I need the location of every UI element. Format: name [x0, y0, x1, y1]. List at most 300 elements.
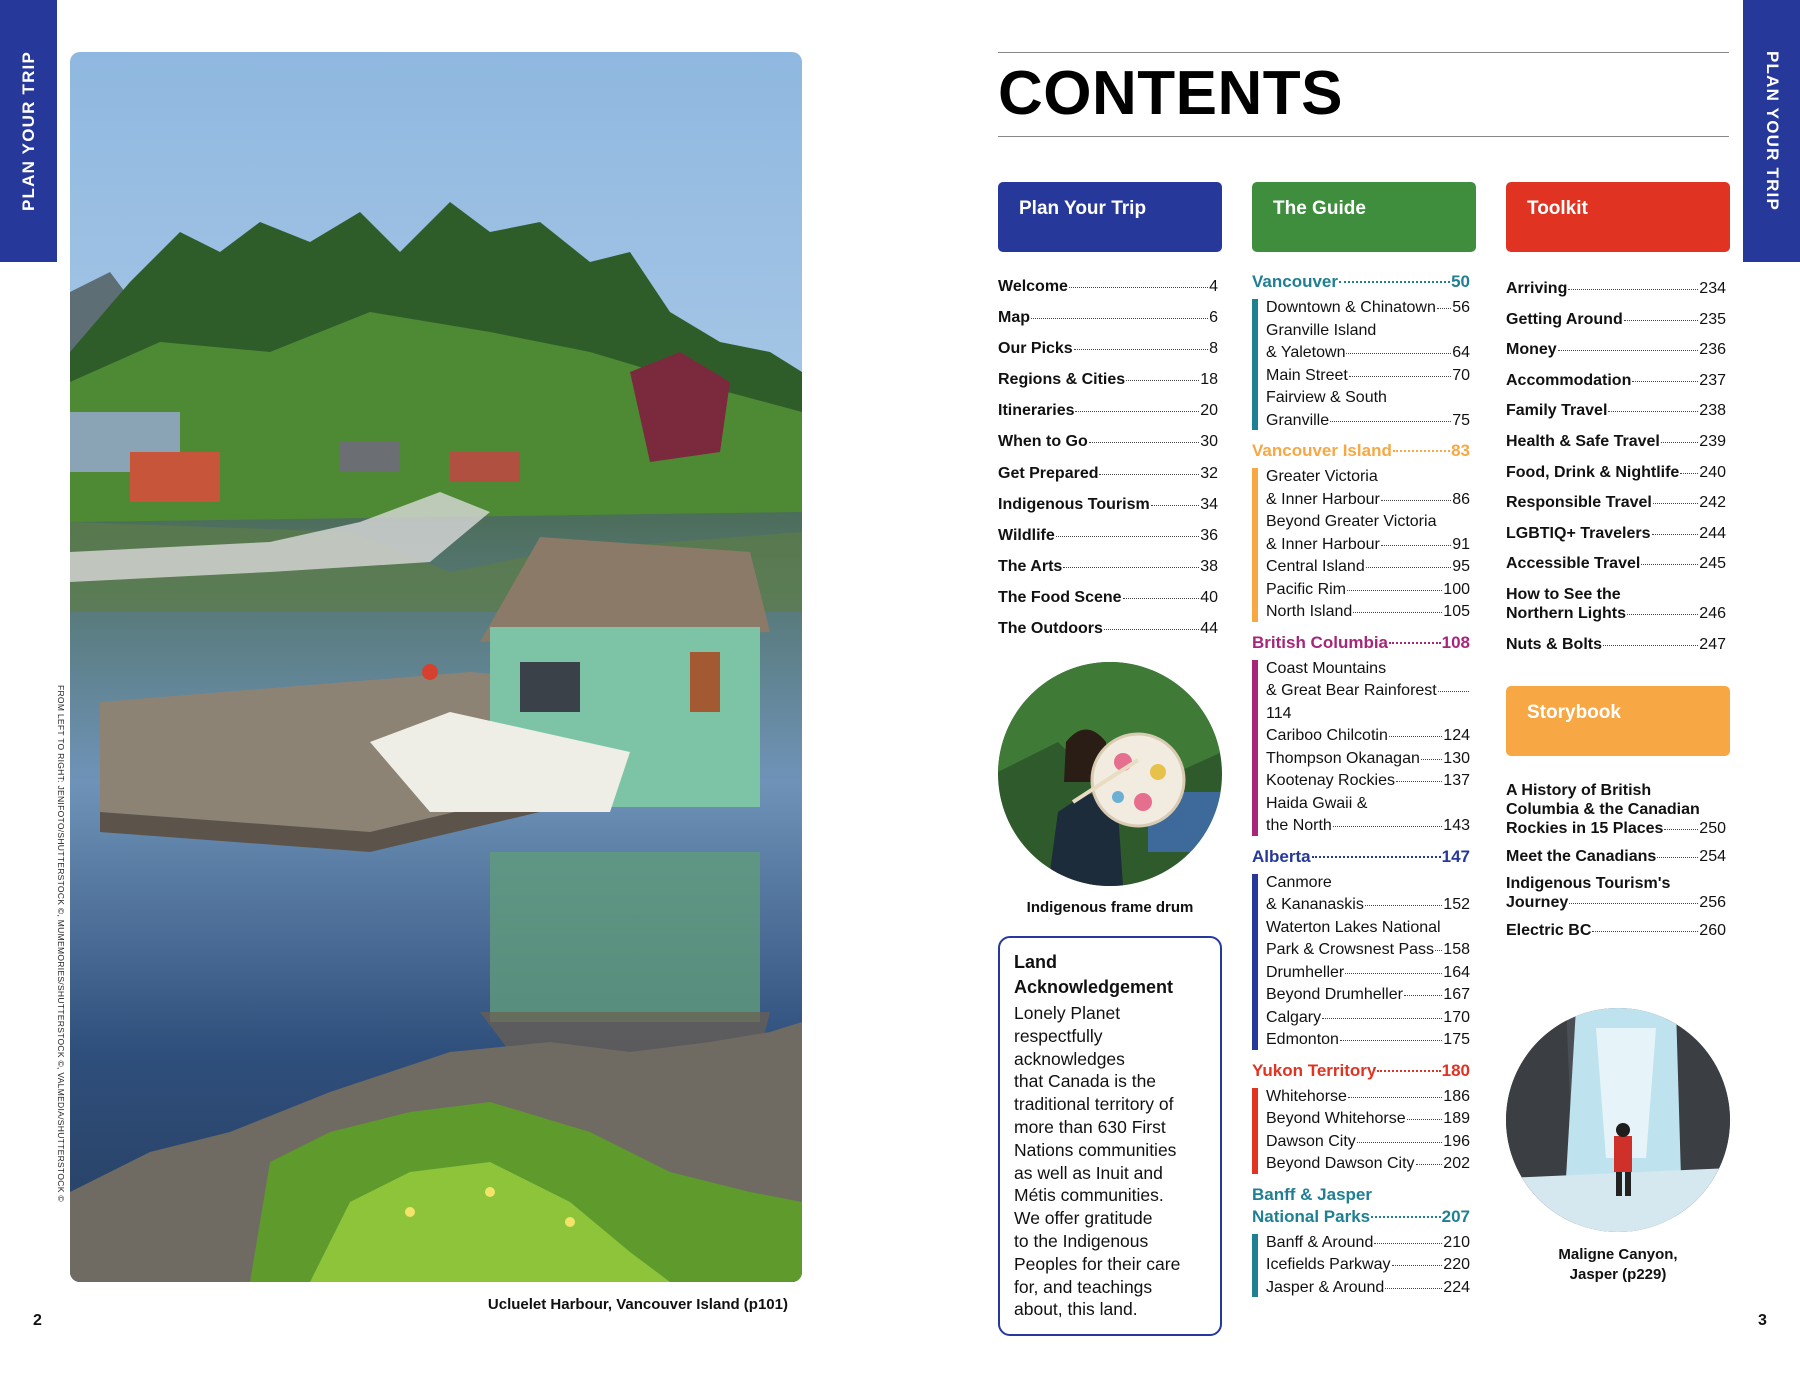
leader-dots: [1653, 503, 1698, 504]
guide-region-heading[interactable]: [1252, 440, 1470, 462]
toc-entry-label: When to Go: [998, 433, 1088, 451]
subsection-label-line: Haida Gwaii &: [1266, 794, 1368, 812]
toc-entry-page: 236: [1699, 341, 1726, 359]
region-page: 50: [1451, 272, 1470, 291]
toc-entry[interactable]: [1506, 585, 1726, 623]
toc-entry-page: 8: [1209, 340, 1218, 358]
toolkit-header[interactable]: Toolkit: [1506, 182, 1730, 252]
toc-entry-page: 239: [1699, 432, 1726, 450]
land-ack-title: Land Acknowledgement: [1014, 952, 1174, 997]
subsection-label: Pacific Rim: [1266, 580, 1347, 598]
toc-entry-label: Accessible Travel: [1506, 555, 1641, 573]
leader-dots: [1381, 545, 1451, 546]
toc-entry-label-line: Indigenous Tourism's: [1506, 875, 1671, 892]
leader-dots: [1104, 629, 1199, 630]
subsection-label: Icefields Parkway: [1266, 1256, 1391, 1273]
toc-entry[interactable]: [1506, 781, 1726, 838]
subsection-page: 143: [1443, 817, 1470, 834]
toc-entry-page: 38: [1200, 557, 1218, 575]
region-name: National Parks: [1252, 1206, 1371, 1226]
leader-dots: [1340, 1040, 1442, 1041]
guide-subsection[interactable]: [1266, 962, 1470, 985]
toc-entry-label: Wildlife: [998, 526, 1055, 544]
toc-entry[interactable]: [998, 277, 1218, 296]
guide-subsection[interactable]: [1266, 748, 1470, 771]
subsection-page: 105: [1443, 603, 1470, 620]
subsection-label-line: Fairview & South: [1266, 389, 1387, 406]
guide-subsection[interactable]: [1266, 320, 1470, 365]
guide-subsection[interactable]: [1266, 725, 1470, 748]
toc-entry-label: Accommodation: [1506, 371, 1632, 389]
guide-region: [1252, 846, 1470, 1052]
land-ack-line: We offer gratitude: [1014, 1208, 1153, 1229]
toc-entry-page: 32: [1200, 464, 1218, 482]
land-acknowledgement-box: [998, 936, 1222, 1336]
guide-subsection[interactable]: [1266, 658, 1470, 726]
guide-region-heading[interactable]: [1252, 1184, 1470, 1228]
toc-entry-label: Money: [1506, 341, 1557, 359]
toc-entry-label: Rockies in 15 Places: [1506, 820, 1664, 837]
leader-dots: [1371, 1216, 1441, 1218]
toc-entry-page: 40: [1200, 588, 1218, 606]
toc-entry-page: 254: [1699, 847, 1726, 865]
subsection-label: Whitehorse: [1266, 1087, 1347, 1105]
toc-entry[interactable]: [998, 495, 1218, 514]
leader-dots: [1339, 281, 1450, 283]
toc-entry[interactable]: [998, 370, 1218, 389]
guide-subsection[interactable]: [1266, 1029, 1470, 1052]
leader-dots: [1333, 826, 1442, 827]
toc-entry-label: Responsible Travel: [1506, 494, 1652, 512]
region-color-bar: [1252, 1234, 1258, 1298]
toc-entry-page: 246: [1699, 604, 1726, 622]
leader-dots: [1657, 857, 1698, 858]
guide-subsection[interactable]: [1266, 387, 1470, 432]
toc-entry[interactable]: [1506, 524, 1726, 543]
toc-entry[interactable]: [1506, 463, 1726, 482]
guide-subsection[interactable]: [1266, 793, 1470, 838]
toc-entry-page: 238: [1699, 402, 1726, 420]
frame-drum-caption: Indigenous frame drum: [1026, 899, 1194, 916]
toc-entry-label: Nuts & Bolts: [1506, 635, 1602, 653]
toc-entry-label: Arriving: [1506, 280, 1568, 297]
toc-entry[interactable]: [1506, 279, 1726, 298]
subsection-label: Downtown & Chinatown: [1266, 299, 1436, 316]
subsection-label: Park & Crowsnest Pass: [1266, 941, 1435, 958]
plan-your-trip-list: [998, 277, 1218, 650]
subsection-label: Dawson City: [1266, 1132, 1356, 1150]
leader-dots: [1592, 931, 1698, 932]
toc-entry[interactable]: [998, 526, 1218, 545]
the-guide-list: [1252, 271, 1470, 1307]
guide-subsection[interactable]: [1266, 297, 1470, 320]
toc-entry-page: 18: [1200, 371, 1218, 389]
toc-entry-label: Get Prepared: [998, 464, 1099, 482]
subsection-page: 170: [1443, 1008, 1470, 1026]
subsection-page: 175: [1443, 1031, 1470, 1048]
region-name: Vancouver Island: [1252, 441, 1392, 460]
subsection-page: 196: [1443, 1132, 1470, 1150]
toc-entry-page: 245: [1699, 555, 1726, 573]
guide-region: [1252, 632, 1470, 838]
frame-drum-photo: [998, 662, 1222, 886]
toc-entry-page: 30: [1200, 433, 1218, 451]
leader-dots: [1664, 829, 1698, 830]
region-color-bar: [1252, 1088, 1258, 1174]
guide-subsection[interactable]: [1266, 511, 1470, 556]
subsection-page: 152: [1443, 896, 1470, 913]
subsection-label: Kootenay Rockies: [1266, 772, 1395, 789]
toc-entry-page: 256: [1699, 894, 1726, 911]
land-ack-line: traditional territory of: [1014, 1094, 1174, 1115]
leader-dots: [1392, 1265, 1443, 1266]
toc-entry[interactable]: [1506, 340, 1726, 359]
subsection-page: 210: [1443, 1233, 1470, 1251]
toc-entry-label: Northern Lights: [1506, 604, 1626, 622]
toc-entry-label: Regions & Cities: [998, 371, 1126, 389]
leader-dots: [1089, 442, 1199, 443]
guide-subsection[interactable]: [1266, 1254, 1470, 1277]
leader-dots: [1389, 642, 1441, 644]
leader-dots: [1381, 500, 1451, 501]
subsection-label: Central Island: [1266, 558, 1365, 575]
subsection-page: 114: [1266, 704, 1292, 722]
toc-entry-page: 34: [1200, 495, 1218, 513]
toc-entry-label: Food, Drink & Nightlife: [1506, 463, 1680, 481]
region-color-bar: [1252, 468, 1258, 622]
land-ack-line: for, and teachings: [1014, 1276, 1153, 1297]
land-ack-text: [1014, 1002, 1206, 1321]
leader-dots: [1346, 353, 1451, 354]
toc-entry-label: The Outdoors: [998, 620, 1103, 638]
harbour-photo-caption: Ucluelet Harbour, Vancouver Island (p101): [487, 1296, 788, 1313]
subsection-label: Granville: [1266, 411, 1330, 429]
leader-dots: [1680, 473, 1698, 474]
side-tab-label: PLAN YOUR TRIP: [1762, 50, 1782, 212]
region-page: 83: [1451, 441, 1470, 460]
subsection-label: Thompson Okanagan: [1266, 749, 1420, 767]
subsection-label: & Inner Harbour: [1266, 535, 1380, 553]
guide-subsection[interactable]: [1266, 770, 1470, 793]
page-title: CONTENTS: [998, 59, 1343, 128]
region-name: British Columbia: [1252, 632, 1389, 652]
region-subsections: [1252, 466, 1470, 624]
land-ack-line: Nations communities: [1014, 1139, 1177, 1160]
leader-dots: [1661, 442, 1698, 443]
leader-dots: [1385, 1288, 1442, 1289]
subsection-label: Edmonton: [1266, 1031, 1339, 1048]
subsection-label: Beyond Whitehorse: [1266, 1110, 1406, 1127]
toc-entry[interactable]: [998, 432, 1218, 451]
leader-dots: [1421, 759, 1442, 760]
leader-dots: [1603, 645, 1698, 646]
subsection-label: North Island: [1266, 603, 1353, 620]
land-ack-line: as well as Inuit and: [1014, 1162, 1163, 1183]
toc-entry[interactable]: [1506, 432, 1726, 451]
page-number-left: 2: [33, 1312, 42, 1329]
toc-entry[interactable]: [1506, 874, 1726, 912]
region-color-bar: [1252, 299, 1258, 430]
region-name: Alberta: [1252, 846, 1311, 866]
leader-dots: [1069, 287, 1208, 288]
leader-dots: [1393, 450, 1450, 452]
guide-region: [1252, 1060, 1470, 1176]
leader-dots: [1627, 614, 1698, 615]
subsection-label: & Inner Harbour: [1266, 490, 1380, 508]
leader-dots: [1632, 381, 1698, 382]
land-ack-line: Métis communities.: [1014, 1185, 1164, 1206]
leader-dots: [1366, 567, 1451, 568]
guide-region: [1252, 440, 1470, 624]
subsection-label: Main Street: [1266, 366, 1348, 384]
region-subsections: [1252, 1232, 1470, 1300]
toc-entry-page: 237: [1699, 371, 1726, 389]
subsection-page: 164: [1443, 963, 1470, 981]
subsection-page: 220: [1443, 1256, 1470, 1273]
leader-dots: [1075, 411, 1199, 412]
toc-entry-label: The Food Scene: [998, 588, 1122, 606]
toc-entry-label-line: How to See the: [1506, 585, 1621, 603]
region-subsections: [1252, 658, 1470, 838]
toolkit-list: [1506, 279, 1726, 665]
subsection-page: 137: [1443, 772, 1470, 789]
subsection-page: 224: [1443, 1278, 1470, 1296]
guide-subsection[interactable]: [1266, 1153, 1470, 1176]
guide-region-heading[interactable]: [1252, 632, 1470, 654]
leader-dots: [1322, 1018, 1442, 1019]
leader-dots: [1330, 421, 1451, 422]
leader-dots: [1056, 536, 1199, 537]
land-ack-line: more than 630 First: [1014, 1116, 1166, 1137]
leader-dots: [1312, 856, 1441, 858]
subsection-label: & Yaletown: [1266, 344, 1346, 361]
toc-entry-page: 260: [1699, 921, 1726, 939]
region-page: 207: [1441, 1206, 1470, 1226]
guide-subsection[interactable]: [1266, 1232, 1470, 1255]
subsection-label: & Great Bear Rainforest: [1266, 682, 1437, 699]
toc-entry[interactable]: [1506, 401, 1726, 420]
toc-entry-page: 44: [1200, 620, 1218, 638]
region-color-bar: [1252, 660, 1258, 836]
guide-subsection[interactable]: [1266, 984, 1470, 1007]
subsection-label: the North: [1266, 817, 1332, 834]
side-tab-label: PLAN YOUR TRIP: [18, 50, 38, 212]
subsection-page: 75: [1452, 411, 1470, 429]
leader-dots: [1624, 320, 1699, 321]
leader-dots: [1123, 598, 1200, 599]
toc-entry-label: Map: [998, 309, 1030, 327]
subsection-page: 64: [1452, 344, 1470, 361]
region-subsections: [1252, 1086, 1470, 1176]
guide-subsection[interactable]: [1266, 466, 1470, 511]
toc-entry-label: Indigenous Tourism: [998, 495, 1150, 513]
toc-entry-label: Electric BC: [1506, 921, 1592, 939]
page-number-right: 3: [1758, 1312, 1767, 1329]
toc-entry[interactable]: [998, 401, 1218, 420]
toc-entry-page: 20: [1200, 402, 1218, 420]
subsection-label-line: Waterton Lakes National: [1266, 918, 1441, 936]
subsection-page: 189: [1443, 1110, 1470, 1127]
leader-dots: [1608, 411, 1698, 412]
guide-subsection[interactable]: [1266, 1086, 1470, 1109]
storybook-header[interactable]: Storybook: [1506, 686, 1730, 756]
subsection-label: Calgary: [1266, 1008, 1322, 1026]
leader-dots: [1099, 474, 1199, 475]
leader-dots: [1377, 1070, 1440, 1072]
toc-entry[interactable]: [998, 308, 1218, 327]
subsection-label: Jasper & Around: [1266, 1278, 1385, 1296]
subsection-label-line: Canmore: [1266, 873, 1332, 891]
leader-dots: [1641, 564, 1698, 565]
toc-entry[interactable]: [1506, 921, 1726, 940]
toc-entry-label: Family Travel: [1506, 402, 1608, 420]
subsection-label: Drumheller: [1266, 963, 1345, 981]
toc-entry[interactable]: [998, 464, 1218, 483]
land-ack-line: about, this land.: [1014, 1299, 1138, 1320]
harbour-photo: [70, 52, 802, 1282]
leader-dots: [1353, 612, 1442, 613]
land-ack-line: respectfully: [1014, 1025, 1103, 1046]
guide-region: [1252, 271, 1470, 432]
guide-subsection[interactable]: [1266, 1007, 1470, 1030]
subsection-page: 95: [1452, 558, 1470, 575]
plan-your-trip-header[interactable]: Plan Your Trip: [998, 182, 1222, 252]
leader-dots: [1063, 567, 1199, 568]
region-name: Vancouver: [1252, 272, 1338, 291]
land-ack-line: to the Indigenous: [1014, 1230, 1149, 1251]
toc-entry-page: 36: [1200, 526, 1218, 544]
toc-entry[interactable]: [1506, 371, 1726, 390]
subsection-page: 158: [1443, 941, 1470, 958]
toc-entry[interactable]: [998, 339, 1218, 358]
guide-subsection[interactable]: [1266, 365, 1470, 388]
leader-dots: [1437, 308, 1451, 309]
region-page: 108: [1441, 632, 1470, 652]
toc-entry-label: Getting Around: [1506, 310, 1623, 328]
subsection-page: 56: [1452, 299, 1470, 316]
toc-entry-label: The Arts: [998, 557, 1063, 575]
leader-dots: [1374, 1243, 1442, 1244]
subsection-page: 100: [1443, 580, 1470, 598]
subsection-label-line: Coast Mountains: [1266, 659, 1387, 677]
land-ack-line: Peoples for their care: [1014, 1253, 1181, 1274]
toc-entry-page: 250: [1699, 820, 1726, 837]
toc-entry-page: 242: [1699, 494, 1726, 512]
region-subsections: [1252, 872, 1470, 1052]
toc-entry-label: Health & Safe Travel: [1506, 432, 1660, 450]
toc-entry[interactable]: [1506, 635, 1726, 654]
toc-entry-label: Journey: [1506, 894, 1569, 911]
toc-entry-label: LGBTIQ+ Travelers: [1506, 524, 1651, 542]
toc-entry[interactable]: [998, 557, 1218, 576]
toc-entry-page: 244: [1699, 524, 1726, 542]
maligne-canyon-caption: Maligne Canyon, Jasper (p229): [1558, 1246, 1678, 1283]
toc-entry-label: Welcome: [998, 278, 1068, 295]
guide-subsection[interactable]: [1266, 601, 1470, 624]
leader-dots: [1074, 349, 1208, 350]
toc-entry[interactable]: [1506, 493, 1726, 512]
toc-entry-page: 235: [1699, 310, 1726, 328]
region-page: 147: [1441, 846, 1470, 866]
toc-entry-label: Meet the Canadians: [1506, 847, 1657, 865]
leader-dots: [1438, 691, 1469, 692]
toc-entry[interactable]: [998, 588, 1218, 607]
subsection-page: 86: [1452, 490, 1470, 508]
leader-dots: [1396, 781, 1442, 782]
subsection-label-line: Granville Island: [1266, 321, 1377, 339]
subsection-label: & Kananaskis: [1266, 896, 1364, 913]
toc-entry[interactable]: [1506, 847, 1726, 866]
land-ack-line: that Canada is the: [1014, 1071, 1157, 1092]
subsection-label: Beyond Drumheller: [1266, 986, 1403, 1003]
photo-credit: FROM LEFT TO RIGHT: JENIFOTO/SHUTTERSTOCK ©, MUMEMORIES/SHUTTERSTOCK ©, VALMEDIA/SHUTTERSTOCK ©: [56, 685, 66, 1202]
guide-subsection[interactable]: [1266, 917, 1470, 962]
toc-entry-label-line: Columbia & the Canadian: [1506, 801, 1700, 818]
guide-subsection[interactable]: [1266, 556, 1470, 579]
guide-subsection[interactable]: [1266, 1108, 1470, 1131]
guide-subsection[interactable]: [1266, 872, 1470, 917]
toc-entry-label-line: A History of British: [1506, 782, 1652, 799]
guide-region-heading[interactable]: [1252, 846, 1470, 868]
subsection-label-line: Greater Victoria: [1266, 468, 1378, 485]
toc-entry-page: 4: [1209, 278, 1218, 295]
toc-entry[interactable]: [998, 619, 1218, 638]
subsection-label: Beyond Dawson City: [1266, 1155, 1415, 1172]
side-tab-right: [1743, 0, 1800, 262]
leader-dots: [1416, 1164, 1443, 1165]
leader-dots: [1435, 950, 1442, 951]
toc-entry-page: 247: [1699, 635, 1726, 653]
leader-dots: [1652, 534, 1699, 535]
guide-subsection[interactable]: [1266, 1131, 1470, 1154]
subsection-page: 124: [1443, 727, 1470, 744]
subsection-label: Cariboo Chilcotin: [1266, 727, 1388, 744]
guide-subsection[interactable]: [1266, 1277, 1470, 1300]
title-rule-top: [998, 52, 1729, 53]
leader-dots: [1349, 376, 1451, 377]
subsection-page: 167: [1443, 986, 1470, 1003]
leader-dots: [1389, 736, 1442, 737]
leader-dots: [1347, 590, 1442, 591]
toc-entry[interactable]: [1506, 310, 1726, 329]
leader-dots: [1407, 1119, 1443, 1120]
leader-dots: [1126, 380, 1199, 381]
title-rule-bottom: [998, 136, 1729, 137]
toc-entry-label: Itineraries: [998, 402, 1075, 420]
region-color-bar: [1252, 874, 1258, 1050]
storybook-list: [1506, 781, 1726, 948]
leader-dots: [1404, 995, 1442, 996]
the-guide-header[interactable]: The Guide: [1252, 182, 1476, 252]
subsection-page: 186: [1443, 1087, 1470, 1105]
region-name: Yukon Territory: [1252, 1060, 1377, 1080]
subsection-label-line: Beyond Greater Victoria: [1266, 513, 1437, 530]
toc-entry-page: 6: [1209, 309, 1218, 327]
guide-subsection[interactable]: [1266, 579, 1470, 602]
leader-dots: [1345, 973, 1442, 974]
leader-dots: [1365, 905, 1442, 906]
toc-entry-page: 234: [1699, 280, 1726, 297]
toc-entry[interactable]: [1506, 554, 1726, 573]
guide-region-heading[interactable]: [1252, 1060, 1470, 1082]
region-subsections: [1252, 297, 1470, 432]
toc-entry-page: 240: [1699, 463, 1726, 481]
leader-dots: [1348, 1097, 1442, 1098]
leader-dots: [1558, 350, 1699, 351]
guide-region-heading[interactable]: [1252, 271, 1470, 293]
land-ack-line: acknowledges: [1014, 1048, 1125, 1069]
subsection-page: 70: [1452, 366, 1470, 384]
